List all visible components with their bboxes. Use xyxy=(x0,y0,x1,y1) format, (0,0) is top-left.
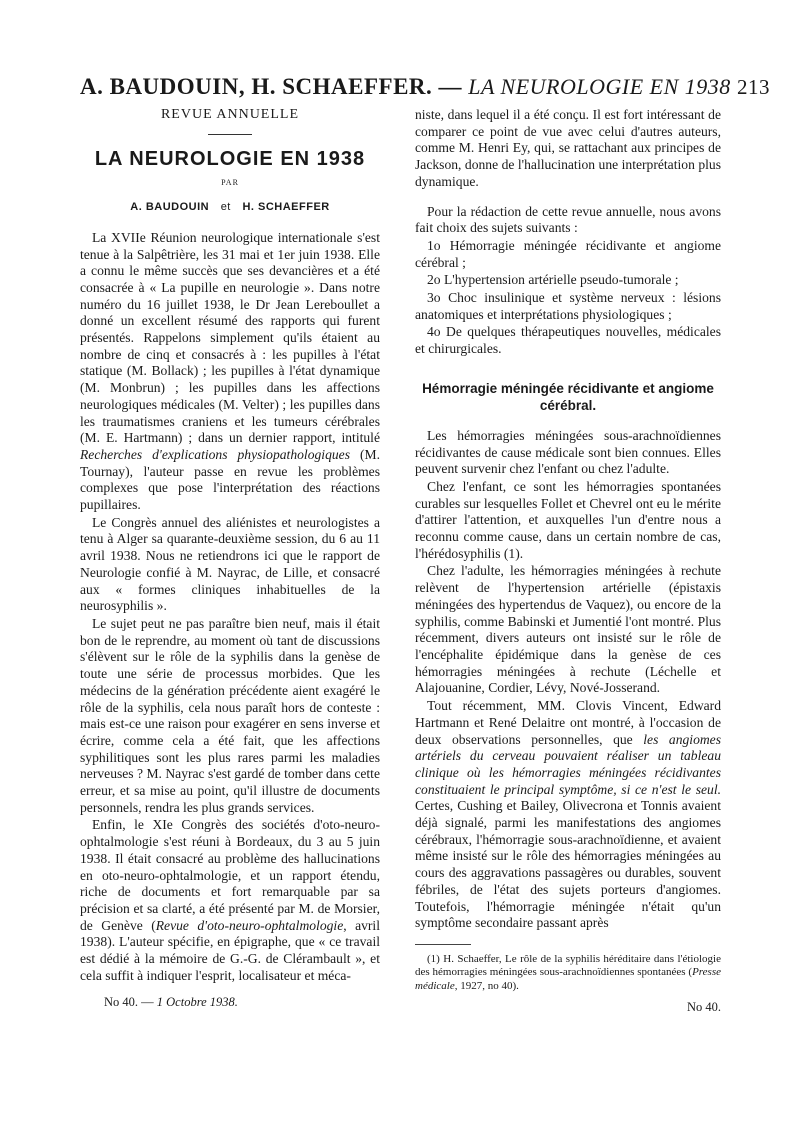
section-heading: Hémorragie méningée récidivante et angiome cérébral. xyxy=(422,380,714,413)
list-item: 1o Hémorragie méningée récidivante et angiome cérébral ; xyxy=(415,237,721,270)
article-authors xyxy=(80,199,380,216)
paragraph-italic: Recherches d'explications physiopathologiques xyxy=(80,446,350,462)
folio-number: No 40. xyxy=(104,995,139,1010)
folio-date: 1 Octobre 1938. xyxy=(156,995,238,1010)
paragraph-text: La XVIIe Réunion neurologique internationale s'est tenue à la Salpêtrière, les 31 mai et 1er juin 1938. Elle a connu le même succès que ses devancières et a été consacrée à « La pupille en neurologie ». Dans notre numéro du 16 juillet 1938, le Dr Jean Lereboullet a donné un excellent résumé des rapports qui furent présentés. Rappelons simplement qu'ils étaient au nombre de cinq et consacrés à : les pupilles à l'état statique (M. Bollack) ; les pupilles à l'état dynamique (M. Monbrun) ; les pupilles dans les affections neurologiques médicales (M. Velter) ; les pupilles dans les traumatismes craniens et les tumeurs cérébrales (M. E. Hartmann) ; dans un dernier rapport, intitulé xyxy=(80,229,380,446)
paragraph: niste, dans lequel il a été conçu. Il est fort intéressant de comparer ce point de vue avec celui d'autres auteurs, comme M. Henri Ey, qui, se rattachant aux principes de Jackson, donne de l'hallucination une interprétation plus dynamique. xyxy=(415,107,721,189)
footnote-text: , 1927, no 40). xyxy=(454,979,519,992)
author-2: H. SCHAEFFER xyxy=(242,201,330,214)
article-title: LA NEUROLOGIE EN 1938 xyxy=(94,147,366,170)
paragraph: Les hémorragies méningées sous-arachnoïdiennes récidivantes de cause médicale sont bien connues. Elles peuvent survenir chez l'enfant ou chez l'adulte. xyxy=(415,427,721,477)
running-head xyxy=(80,74,771,100)
title-rule xyxy=(208,134,252,135)
running-head-dash: — xyxy=(438,74,463,99)
folio-left xyxy=(80,994,380,1011)
running-head-title: LA NEUROLOGIE EN 1938 xyxy=(468,74,731,99)
paragraph-text: (M. Tournay), l'auteur passe en revue les problèmes complexes que pose l'interprétation des réactions pupillaires. xyxy=(80,446,380,513)
footnote xyxy=(415,953,721,994)
author-join: et xyxy=(220,201,231,214)
paragraph-text: Enfin, le XIe Congrès des sociétés d'oto-neuro-ophtalmologie s'est réuni à Bordeaux, du 3 au 5 juin 1938. Il était consacré au problème des hallucinations en oto-neuro-ophtalmologie, et un rapport étendu, riche de documents et fort remarquable par sa précision et sa clarté, a été présenté par M. de Morsier, de Genève ( xyxy=(80,817,380,933)
paragraph: Pour la rédaction de cette revue annuelle, nous avons fait choix des sujets suivants : xyxy=(415,203,721,236)
par-label: PAR xyxy=(221,178,239,188)
paragraph-text: Tout récemment, MM. Clovis Vincent, Edward Hartmann et René Delaitre ont montré, à l'occasion de deux observations personnelles, que xyxy=(415,698,721,747)
paragraph xyxy=(80,230,380,514)
page-number: 213 xyxy=(737,75,771,99)
paragraph: Chez l'enfant, ce sont les hémorragies spontanées curables sur lesquelles Follet et Chevrel ont eu le mérite d'attirer l'attention, et auxquelles l'un d'entre nous a reconnu comme cause, dans un certain nombre de cas, l'hérédosyphilis (1). xyxy=(415,478,721,561)
folio-right: No 40. xyxy=(686,1000,721,1015)
list-item: 3o Choc insulinique et système nerveux : lésions anatomiques et interprétations physiologiques ; xyxy=(415,290,721,322)
left-column xyxy=(80,107,380,1011)
paragraph: Le Congrès annuel des aliénistes et neurologistes a tenu à Alger sa quarante-deuxième session, du 6 au 11 avril 1938. Nous ne retiendrons ici que le rapport de Neurologie confié à M. Nayrac, de Lille, et consacré aux « formes cliniques inhabituelles de la neurosyphilis ». xyxy=(80,514,380,614)
running-head-authors: A. BAUDOUIN, H. SCHAEFFER. xyxy=(80,74,433,99)
paragraph-italic: Revue d'oto-neuro-ophtalmologie xyxy=(155,917,344,933)
right-column xyxy=(415,107,721,1016)
footnote-text: (1) H. Schaeffer, Le rôle de la syphilis héréditaire dans l'étiologie des hémorragies méningées sous-arachnoïdiennes spontanées ( xyxy=(415,952,721,979)
footnote-separator xyxy=(415,944,471,945)
paragraph-italic: les angiomes artériels du cerveau pouvaient réaliser un tableau clinique où les hémorragies méningées récidivantes constituaient le principal symptôme, si ce n'est le seul. xyxy=(415,731,722,797)
paragraph-text: Certes, Cushing et Bailey, Olivecrona et Tonnis avaient déjà signalé, parmi les manifestations des angiomes cérébraux, l'hémorragie sous-arachnoïdienne, et avaient même insisté sur le rôle des hémorragies méningées au cours des aggravations passagères ou durables, souvent fébriles, de l'état des sujets porteurs d'angiomes. Toutefois, l'hémorragie méningée n'était qu'un symptôme secondaire passant après xyxy=(415,798,721,931)
folio-dash: — xyxy=(141,995,154,1010)
paragraph xyxy=(415,698,721,932)
paragraph: Le sujet peut ne pas paraître bien neuf, mais il était bon de le reprendre, au moment où tant de discussions s'élèvent sur le rôle de la syphilis dans la genèse de toute une série de processus morbides. Que les médecins de la génération précédente aient exagéré le rôle de la syphilis, cela nous paraît hors de conteste : mais est-ce une raison pour exagérer en sens inverse et écrire, comme cela a été fait, que les affections syphilitiques sont les plus rares parmi les maladies nerveuses ? M. Nayrac s'est gardé de tomber dans cette erreur, et sa mise au point, qu'il illustre de documents personnels, rendra les plus grands services. xyxy=(80,615,380,815)
list-item: 2o L'hypertension artérielle pseudo-tumorale ; xyxy=(427,272,679,288)
author-1: A. BAUDOUIN xyxy=(130,201,210,214)
footnote-italic: Presse médicale xyxy=(415,966,721,992)
paragraph xyxy=(80,817,380,984)
list-item: 4o De quelques thérapeutiques nouvelles, médicales et chirurgicales. xyxy=(415,324,721,357)
section-label: REVUE ANNUELLE xyxy=(160,107,300,122)
paragraph-text: , avril 1938). L'auteur spécifie, en épigraphe, que « ce travail est dédié à la mémoire de G.-G. de Clérambault », et cela suffit à indiquer l'esprit, localisateur et méca- xyxy=(80,917,380,983)
paragraph: Chez l'adulte, les hémorragies méningées à rechute relèvent de l'hypertension artérielle (épistaxis méningées des hypertendus de Vaquez), ou encore de la syphilis, comme Babinski et Jumentié l'ont montré. Plus récemment, divers auteurs ont insisté sur le rôle de l'encéphalite épidémique dans la genèse de ces hémorragies méningées à rechute (Léchelle et Alajouanine, Cordier, Lévy, Nové-Josserand. xyxy=(415,563,721,696)
spacer xyxy=(415,192,721,204)
